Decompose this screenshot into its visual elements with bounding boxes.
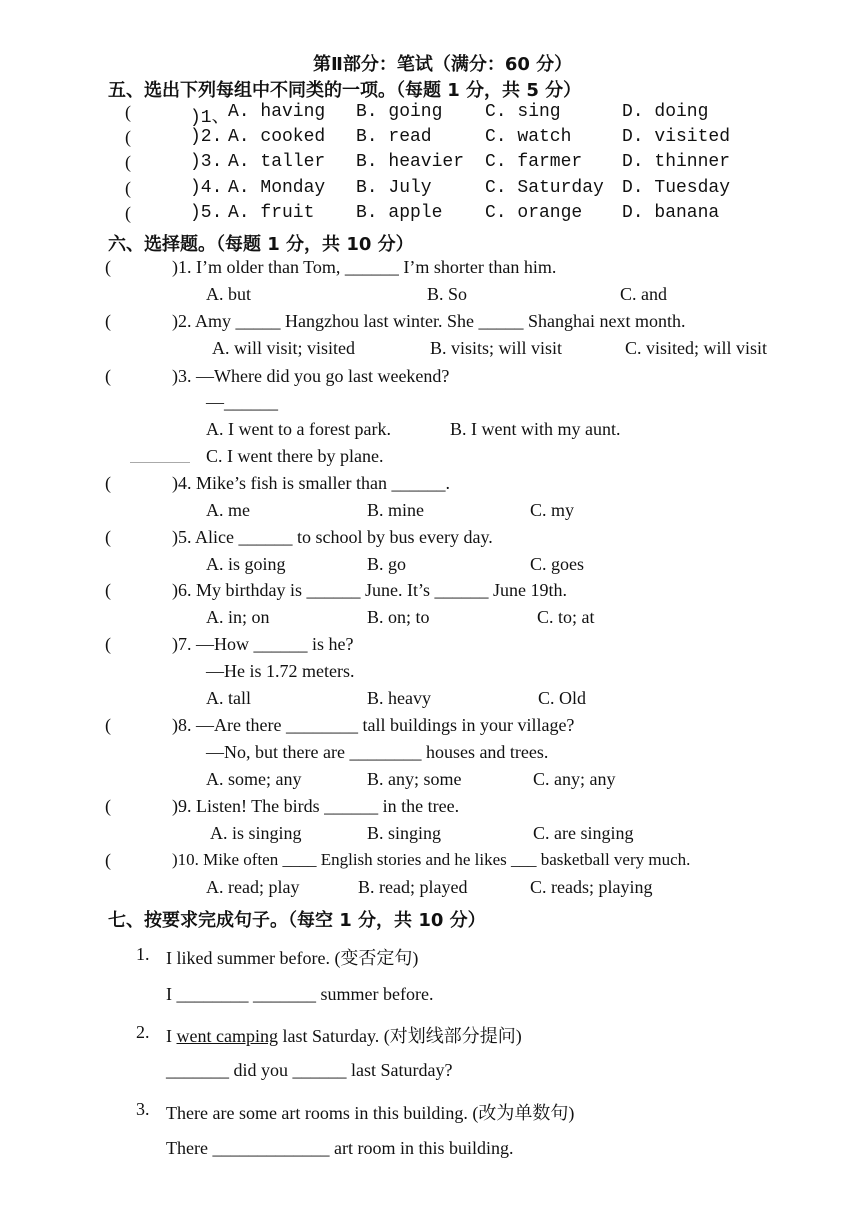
- option-c: C. farmer: [485, 152, 583, 172]
- question-stem: )2. Amy _____ Hangzhou last winter. She _____ Shanghai next month.: [172, 311, 686, 331]
- item-number: 2.: [136, 1022, 150, 1042]
- option-c: C. orange: [485, 203, 583, 223]
- question-stem: )7. —How ______ is he?: [172, 634, 354, 654]
- question-number: )2.: [190, 127, 223, 147]
- option-d: D. Tuesday: [622, 178, 731, 198]
- option-a: A. some; any: [206, 769, 302, 789]
- question-stem: )1. I’m older than Tom, ______ I’m shorter than him.: [172, 257, 557, 277]
- option-a: A. tall: [206, 688, 251, 708]
- option-a: A. having: [228, 102, 326, 122]
- option-b: B. July: [356, 178, 432, 198]
- question-number: )1、: [190, 108, 230, 128]
- option-a: A. in; on: [206, 607, 270, 627]
- question-stem: )6. My birthday is ______ June. It’s ______ June 19th.: [172, 580, 567, 600]
- option-b: B. read: [356, 127, 432, 147]
- answer-paren[interactable]: (: [105, 311, 111, 331]
- question-stem: )3. —Where did you go last weekend?: [172, 366, 450, 386]
- answer-paren[interactable]: (: [125, 152, 131, 172]
- option-c: C. to; at: [537, 607, 595, 627]
- sentence-text: There are some art rooms in this building. (改为单数句): [166, 1103, 575, 1123]
- option-d: D. thinner: [622, 152, 731, 172]
- option-b: B. So: [427, 284, 468, 304]
- answer-paren[interactable]: (: [125, 203, 131, 223]
- question-line-2: —No, but there are ________ houses and trees.: [206, 742, 549, 762]
- answer-paren[interactable]: (: [125, 102, 131, 122]
- answer-paren[interactable]: (: [125, 178, 131, 198]
- option-d: D. visited: [622, 127, 731, 147]
- answer-paren[interactable]: (: [105, 634, 111, 654]
- answer-paren[interactable]: (: [105, 796, 111, 816]
- answer-paren[interactable]: (: [105, 527, 111, 547]
- question-stem: )8. —Are there ________ tall buildings in your village?: [172, 715, 575, 735]
- option-b: B. singing: [367, 823, 442, 843]
- option-a: A. taller: [228, 152, 326, 172]
- question-stem: )10. Mike often ____ English stories and he likes ___ basketball very much.: [172, 850, 691, 869]
- option-b: B. on; to: [367, 607, 430, 627]
- item-number: 3.: [136, 1099, 150, 1119]
- option-b: B. read; played: [358, 877, 468, 897]
- page-title: 第Ⅱ部分：笔试（满分：60 分）: [313, 54, 573, 75]
- option-c: C. Old: [538, 688, 587, 708]
- option-c: C. I went there by plane.: [206, 446, 384, 466]
- answer-paren[interactable]: (: [125, 127, 131, 147]
- section-7-heading: 七、按要求完成句子。（每空 1 分，共 10 分）: [108, 910, 486, 931]
- question-number: )3.: [190, 152, 223, 172]
- answer-paren[interactable]: (: [105, 366, 111, 386]
- sentence-pre: I: [166, 1026, 177, 1046]
- option-a: A. is singing: [210, 823, 302, 843]
- option-c: C. my: [530, 500, 575, 520]
- scan-artifact: [130, 462, 190, 463]
- answer-line[interactable]: There _____________ art room in this building.: [166, 1138, 514, 1158]
- answer-blank[interactable]: —______: [206, 392, 278, 412]
- answer-paren[interactable]: (: [105, 473, 111, 493]
- sentence-text: I liked summer before. (变否定句): [166, 948, 419, 968]
- option-b: B. any; some: [367, 769, 462, 789]
- option-b: B. visits; will visit: [430, 338, 563, 358]
- sentence-text: [166, 1022, 522, 1048]
- option-c: C. reads; playing: [530, 877, 653, 897]
- option-b: B. I went with my aunt.: [450, 419, 621, 439]
- option-a: A. me: [206, 500, 250, 520]
- option-b: B. go: [367, 554, 407, 574]
- option-b: B. mine: [367, 500, 424, 520]
- option-b: B. heavier: [356, 152, 465, 172]
- option-b: B. going: [356, 102, 443, 122]
- underlined-phrase: went camping: [176, 1026, 278, 1046]
- section-6-heading: 六、选择题。（每题 1 分，共 10 分）: [108, 234, 414, 255]
- option-b: B. apple: [356, 203, 443, 223]
- item-number: 1.: [136, 944, 150, 964]
- sentence-post: last Saturday. (对划线部分提问): [277, 1026, 522, 1046]
- question-stem: )4. Mike’s fish is smaller than ______.: [172, 473, 450, 493]
- question-stem: )5. Alice ______ to school by bus every day.: [172, 527, 493, 547]
- answer-paren[interactable]: (: [105, 580, 111, 600]
- option-c: C. watch: [485, 127, 572, 147]
- answer-paren[interactable]: (: [105, 715, 111, 735]
- option-b: B. heavy: [367, 688, 431, 708]
- answer-paren[interactable]: (: [105, 257, 111, 277]
- option-c: C. Saturday: [485, 178, 604, 198]
- question-number: )5.: [190, 203, 223, 223]
- answer-paren[interactable]: (: [105, 850, 111, 870]
- option-a: A. cooked: [228, 127, 326, 147]
- option-a: A. will visit; visited: [212, 338, 356, 358]
- answer-line[interactable]: _______ did you ______ last Saturday?: [166, 1060, 453, 1080]
- option-d: D. doing: [622, 102, 709, 122]
- section-5-heading: 五、选出下列每组中不同类的一项。（每题 1 分，共 5 分）: [108, 80, 582, 101]
- option-c: C. visited; will visit: [625, 338, 768, 358]
- option-c: C. and: [620, 284, 667, 304]
- option-c: C. sing: [485, 102, 561, 122]
- option-d: D. banana: [622, 203, 720, 223]
- option-a: A. but: [206, 284, 251, 304]
- answer-line[interactable]: I ________ _______ summer before.: [166, 984, 434, 1004]
- option-c: C. are singing: [533, 823, 634, 843]
- option-c: C. any; any: [533, 769, 616, 789]
- option-a: A. I went to a forest park.: [206, 419, 391, 439]
- option-a: A. fruit: [228, 203, 315, 223]
- option-c: C. goes: [530, 554, 584, 574]
- option-a: A. is going: [206, 554, 286, 574]
- option-a: A. Monday: [228, 178, 326, 198]
- question-stem: )9. Listen! The birds ______ in the tree.: [172, 796, 460, 816]
- question-number: )4.: [190, 178, 223, 198]
- option-a: A. read; play: [206, 877, 300, 897]
- question-line-2: —He is 1.72 meters.: [206, 661, 355, 681]
